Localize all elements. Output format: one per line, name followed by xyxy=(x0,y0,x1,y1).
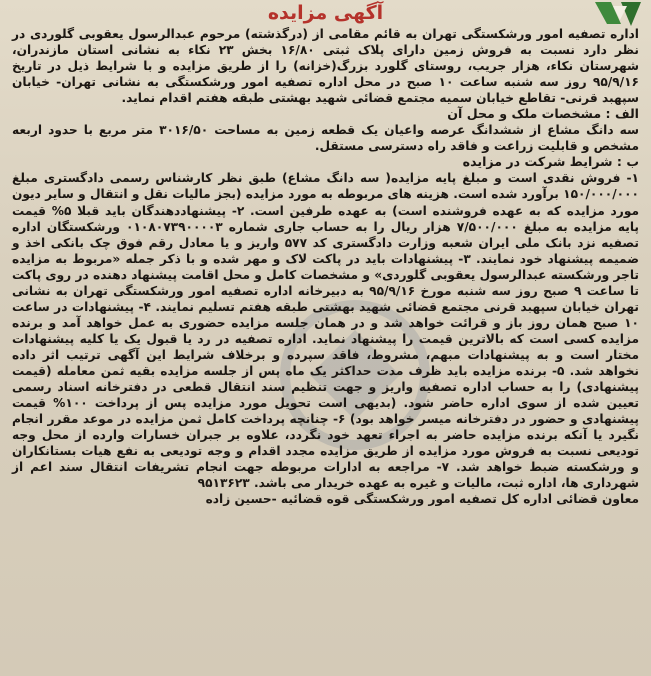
section-b-paragraph: ۱- فروش نقدی است و مبلغ پایه مزایده( سه دانگ مشاع) طبق نظر کارشناس رسمی دادگستری مبلغ ۱۵۰/۰۰۰/۰۰۰ برآورد شده است. هزینه های مربوطه به مورد مزایده (بجز مالیات نقل و انتقال و سایر دیون مورد مزایده که به عهده فروشنده است) به عهده طرفین است. ۲- پیشنهاددهندگان باید قبلا ۵% قیمت پایه مزایده به مبلغ ۷/۵۰۰/۰۰۰ هزار ریال را به حساب جاری شماره ۰۱۰۸۰۷۳۹۰۰۰۰۳ ورشکستگان اداره تصفیه نزد بانک ملی ایران شعبه وزارت دادگستری کد ۵۷۷ واریز و یا معادل رقم فوق چک بانکی اخذ و ضمیمه پیشنهاد خود نمایند. ۳- پیشنهادات باید در پاکت لاک و مهر شده و با ذکر جمله «مربوط به مزایده تاجر ورشکسته عبدالرسول یعقوبی گلوردی» و مشخصات کامل و محل اقامت پیشنهاد دهنده در روی پاکت تا ساعت ۹ صبح روز سه شنبه مورخ ۹۵/۹/۱۶ به دبیرخانه اداره تصفیه امور ورشکستگی تهران به نشانی تهران خیابان سپهبد قرنی مجتمع قضائی شهید بهشتی طبقه هفتم تسلیم نمایند. ۴- پیشنهادات در ساعت ۱۰ صبح همان روز باز و قرائت خواهد شد و در همان جلسه مزایده حضوری به عمل خواهد آمد و برنده مزایده کسی است که بالاترین قیمت را پیشنهاد نماید. اداره تصفیه در رد یا قبول یک یا کلیه پیشنهادات مختار است و به پیشنهادات مبهم، مشروط، فاقد سپرده و برخلاف شرایط این آگهی ترتیب اثر داده نخواهد شد. ۵- برنده مزایده باید ظرف مدت حداکثر یک ماه پس از جلسه مزایده بقیه ثمن معامله (قیمت پیشنهادی) را به حساب اداره تصفیه واریز و جهت تنظیم سند انتقال قطعی در دفترخانه اسناد رسمی تعیین شده از سوی اداره حاضر شود. (بدیهی است تحویل مورد مزایده پس از پرداخت ۱۰۰% قیمت پیشنهادی و حضور در دفترخانه میسر خواهد بود) ۶- چنانچه پرداخت کامل ثمن مزایده در موعد مقرر انجام نگیرد یا آنکه برنده مزایده حاضر به اجراء تعهد خود نگردد، علاوه بر جبران خسارات وارده از محل وجه تودیعی نسبت به فروش مورد مزایده از طریق مزایده مجدد اقدام و وجه تودیعی به نفع هیات بستانکاران و ورشکسته ضبط خواهد شد. ۷- مراجعه به ادارات مربوطه جهت انجام تشریفات انتقال سند اعم از شهرداری ها، اداره ثبت، مالیات و غیره به عهده خریدار می باشد. ۹۵۱۳۶۲۳ xyxy=(12,171,640,491)
signature-line: معاون قضائی اداره کل تصفیه امور ورشکستگی قوه قضائیه -حسین زاده xyxy=(205,492,639,507)
notice-body xyxy=(12,26,639,507)
intro-paragraph: اداره تصفیه امور ورشکستگی تهران به قائم مقامی از (درگذشته) مرحوم عبدالرسول یعقوبی گلوردی در نظر دارد نسبت به فروش زمین دارای پلاک ثبتی ۱۶/۸۰ بخش ۲۳ نکاء به نشانی استان مازندران، شهرستان نکاء، هزار جریب، روستای گلورد بزرگ(خزانه) را از طریق مزایده و با شرایط ذیل در تاریخ ۹۵/۹/۱۶ روز سه شنبه ساعت ۱۰ صبح در محل اداره تصفیه امور ورشکستگی به نشانی تهران- خیابان سپهبد قرنی- تقاطع خیابان سمیه مجتمع قضائی شهید بهشتی طبقه هفتم اقدام نماید. xyxy=(12,27,639,106)
section-b-heading: ب : شرایط شرکت در مزایده xyxy=(462,154,639,170)
notice-title: آگهی مزایده xyxy=(267,2,384,24)
section-a-heading: الف : مشخصات ملک و محل آن xyxy=(447,106,639,122)
section-a-paragraph: سه دانگ مشاع از ششدانگ عرصه واعیان یک قطعه زمین به مساحت ۳۰۱۶/۵۰ متر مربع با حدود اربعه مشخص و قابلیت زراعت و فاقد راه دسترسی مستقل. xyxy=(12,123,639,154)
